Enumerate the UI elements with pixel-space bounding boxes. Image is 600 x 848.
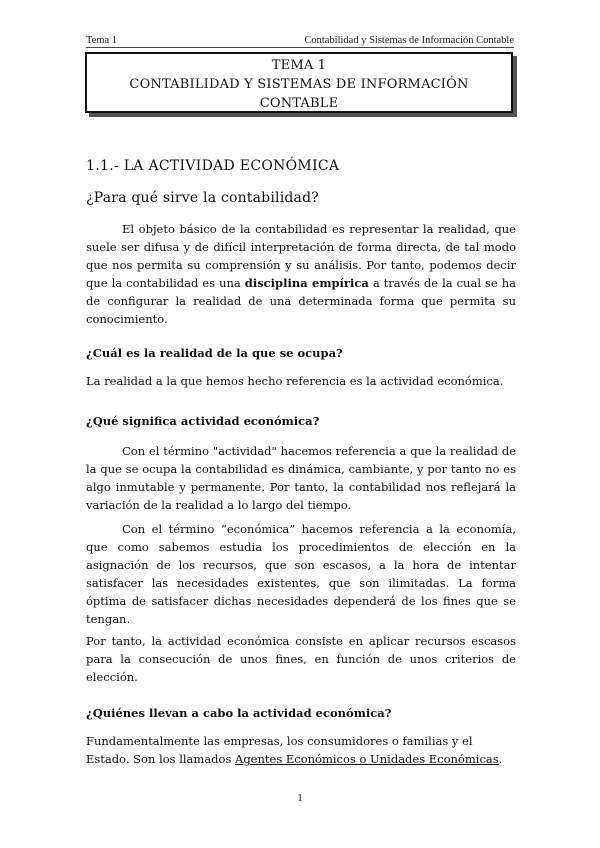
chapter-number: TEMA 1 (271, 58, 327, 73)
chapter-title-box (85, 52, 513, 113)
running-header (86, 35, 514, 48)
question-activity-heading: ¿Qué significa actividad económica? (86, 414, 320, 428)
page-number: 1 (297, 792, 303, 804)
activity-paragraph-3-text: Por tanto, la actividad económica consiste en aplicar recursos escasos para la consecución de unos fines, en función de unos criterios de elección. (86, 634, 516, 684)
question-agents-heading: ¿Quiénes llevan a cabo la actividad económica? (86, 706, 392, 720)
activity-paragraph-1-text: Con el término "actividad" hacemos referencia a que la realidad de la que se ocupa la contabilidad es dinámica, cambiante, y por tanto no es algo inmutable y permanente. Por tanto, la contabilidad nos reflejará la variación de la realidad a lo largo del tiempo. (86, 444, 516, 512)
para1-bold-term: disciplina empírica (244, 276, 369, 290)
question-reality-answer (86, 372, 516, 390)
activity-paragraph-1 (86, 442, 516, 514)
activity-paragraph-2-text: Con el término “económica” hacemos referencia a la economía, que como sabemos estudia los procedimientos de elección en la asignación de los recursos, que son escasos, a la hora de intentar satisfacer las necesidades existentes, que son ilimitadas. La forma óptima de satisfacer dichas necesidades dependerá de los fines que se tengan. (86, 522, 516, 626)
agents-text-b: . (498, 752, 503, 766)
chapter-title-line2: CONTABLE (259, 96, 339, 111)
agents-text-a: Fundamentalmente las empresas, los consumidores o familias y el Estado. Son los llamados (86, 734, 473, 766)
para1-text-a: El objeto básico de la contabilidad es representar la realidad, que suele ser difusa y de difícil interpretación de forma directa, de tal modo que nos permita su comprensión y su análisis. Por tanto, podemos decir que la contabilidad es una (86, 222, 516, 290)
paragraph-purpose (86, 220, 516, 328)
activity-paragraph-2 (86, 520, 516, 628)
header-right: Contabilidad y Sistemas de Información Contable (304, 35, 514, 46)
section-heading: 1.1.- LA ACTIVIDAD ECONÓMICA (86, 158, 340, 174)
header-left: Tema 1 (86, 35, 118, 46)
reality-answer-text: La realidad a la que hemos hecho referencia es la actividad económica. (86, 374, 504, 388)
agents-underlined-term: Agentes Económicos o Unidades Económicas (235, 752, 499, 766)
para1-text-b: a través de la cual se ha de configurar la realidad de una determinada forma que permita su conocimiento. (86, 276, 516, 326)
agents-paragraph (86, 732, 516, 768)
activity-paragraph-3 (86, 632, 516, 686)
question-reality-heading: ¿Cuál es la realidad de la que se ocupa? (86, 346, 343, 360)
chapter-title-line1: CONTABILIDAD Y SISTEMAS DE INFORMACIÓN (129, 77, 469, 92)
subsection-heading: ¿Para qué sirve la contabilidad? (86, 190, 319, 206)
